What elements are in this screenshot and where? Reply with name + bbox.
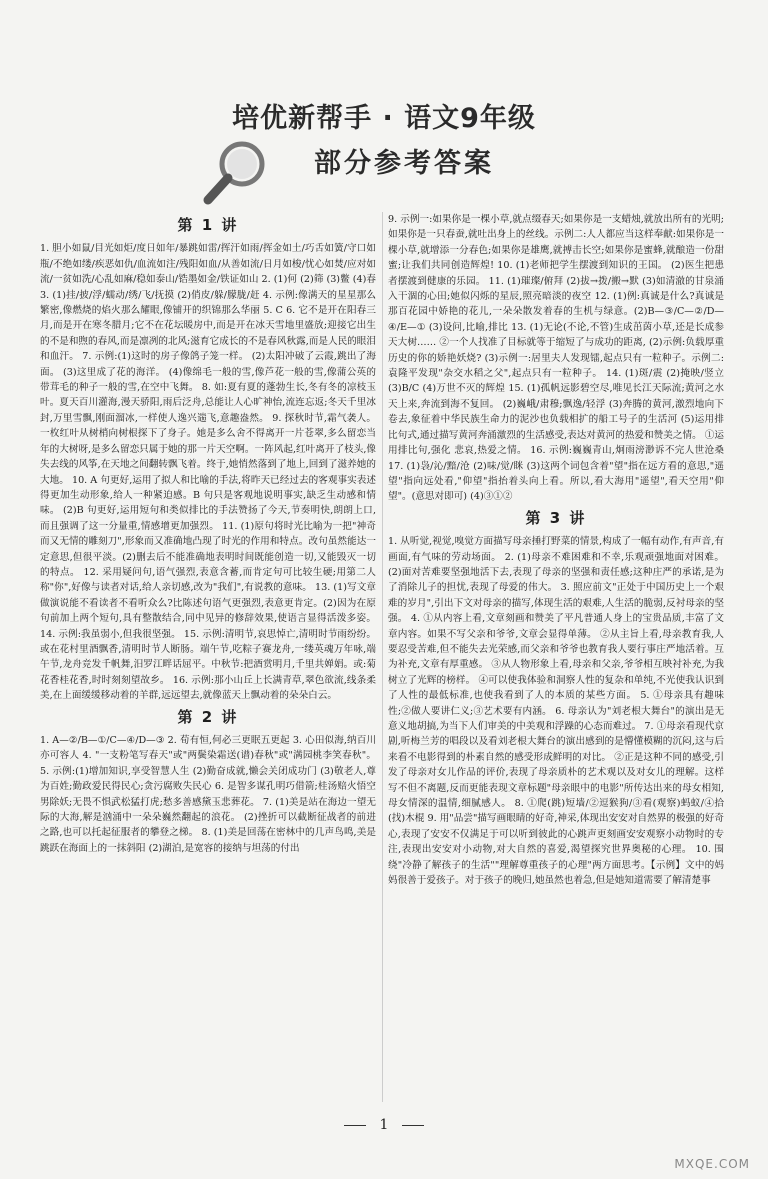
lecture-2-answers: 1. A—②/B—①/C—④/D—③ 2. 荀有恒,何必三更眠五更起 3. 心田似海,纳百川亦可容人 4. "一支粉笔写春天"或"两鬓染霜送(谱)春秋"或"满园桃李笑春秋"。 5. 示例:(1)增加知识,享受智慧人生 (2)勤奋成就,懒会关闭成功门 (3)敬老人,尊为百姓;勤政爱民得民心;贪污腐败失民心 6. 是智多谋孔明巧借箭;桂汤赔火悟空男除妖;无畏不惧武松猛打虎;愁多善感黛玉悲葬花。 7. (1)美是站在海边一望无际的大海,解是汹涌中一朵朵巍然翻起的浪花。 (2)挫折可以截断征战者的前进之路,也可以托起征服者的攀登之梯。 8. (1)美是回荡在密林中的几声鸟鸣,美是跳跃在海面上的一抹斜阳 (2)湖泊,是宽容的接纳与坦荡的付出 <box>40 735 376 854</box>
lecture-3-heading: 第 3 讲 <box>525 508 587 527</box>
page-title: 培优新帮手 · 语文9年级 <box>232 103 536 134</box>
page-number <box>0 1117 768 1133</box>
lecture-2-heading: 第 2 讲 <box>177 707 239 726</box>
right-column <box>388 212 724 1117</box>
lecture-1-heading: 第 1 讲 <box>177 216 239 234</box>
title-block <box>0 96 768 180</box>
left-column <box>40 212 376 1102</box>
magnifier-icon <box>196 134 276 214</box>
watermark: MXQE.COM <box>674 1157 750 1171</box>
lecture-2-answers-continued: 9. 示例一:如果你是一棵小草,就点缀春天;如果你是一支蜡烛,就放出所有的光明;如果你是一只春蚕,就吐出身上的丝线。示例二:人人都应当这样奉献:如果你是一棵小草,就增添一分春色;如果你是雄鹰,就搏击长空;如果你是蜜蜂,就酿造一份甜蜜;让我们共同创造辉煌! 10. (1)老师把学生摆渡到知识的王国。 (2)医生把患者摆渡到健康的乐园。 11. (1)璀璨/俯拜 (2)拔→拨/搬→默 (3)如清澈的甘泉涌入干涸的心田;她似闪烁的星辰,照亮暗淡的夜空 12. (1)例:真诚是什么?真诚是那百花园中娇艳的花儿,一朵朵散发着春的生机与绿意。(2)B—③/C—②/D—④/E—① (3)设问,比喻,排比 13. (1)无论(不论,不管)生成茁茵小草,还是长成参天大树…… ②一个人找准了目标就等于缩短了与成功的距离, (2)示例:负载厚重历史的你的娇艳妖烧? (3)示例一:居里夫人发现镭,起点只有一粒种子。示例二:袁隆平发现"杂交水稻之父",起点只有一粒种子。 14. (1)斑/震 (2)掩映/竖立 (3)B/C (4)万世不灭的辉煌 15. (1)孤帆远影碧空尽,唯见长江天际流;黄河之水天上来,奔流到海不复回。 (2)巍峨/肃穆;飘逸/轻浮 (3)奔腾的黄河,激烈地向下卷去,象征着中华民族生命力的泥沙也负载相扩的船工号子的生活河 (5)运用排比句式,通过描写黄河奔涌激烈的生活感受,表达对黄河的热爱和赞美之情。 ①运用排比句,强化 悲哀,热爱之情。 16. 示例:巍巍青山,炯雨滂渺诉不完人世沧桑 17. (1)袅/沁/黯/沧 (2)味/觉/眯 (3)这两个词包含着"望"指在远方看的意思,"遥望"指向远处看,"仰望"指抬着头向上看。所以,看大海用"遥望",看天空用"仰望"。(意思对即可) (4)③①② <box>388 214 724 503</box>
column-divider <box>382 212 383 1102</box>
lecture-1-answers: 1. 胆小如鼠/目光如炬/度日如年/暴跳如雷/挥汗如雨/挥金如土/巧舌如簧/守口如瓶/不绝如缕/疾恶如仇/血流如注/残阳如血/从善如流/日月如梭/忧心如焚/应对如流/一贫如洗/心乱如麻/稳如泰山/锆墨如金/铁证如山 2. (1)何 (2)筛 (3)鳖 (4)春 3. (1)挂/披/浮/蠕动/绣/飞/抚摸 (2)俏皮/躲/朦胧/赶 4. 示例:像满天的星星那么繁密,像燃烧的焰火那么耀眼,像铺开的织锦那么华丽 5. C 6. 它不是开在阳春三月,而是开在寒冬腊月;它不在花坛暖房中,而是开在冰天雪地里盛放;迎接它出生的不是和煦的春风,而是凛冽的北风;滋育它成长的不是春风秋露,而是人民的眼泪和血汗。 7. 示例:(1)这时的房子像鸽子笼一样。 (2)太阳冲破了云霞,跳出了海面。 (3)这里成了花的海洋。 (4)像绵毛一般的雪,像芦花一般的雪,像蒲公英的带茸毛的种子一般的雪,在空中飞舞。 8. 如:夏有夏的蓬勃生长,冬有冬的凉枝玉叶。夏天百川灌海,漫天骄阳,雨后泛舟,总能让人心旷神怡,流连忘返;冬天千里冰封,万里雪飘,刚面溜冰,一样使人逸兴遄飞,意趣盎然。 9. 探秋时节,霜气袭人。一枚红叶从树梢向树根探下了身子。她是多么舍不得离开一片苍翠,多么留恋当年的大树呀,是多么留恋只属于她的那一片天空啊。一阵风起,红叶离开了枝头,像失去线的风筝,在天地之间翻转飘飞着。终于,她悄然落到了地上,回到了滋养她的大地。 10. A 句更好,运用了拟人和比喻的手法,将昨天已经过去的客观事实表述得更加生动形象,给人一种紧迫感。B 句只是客观地说明事实,缺乏生动感和情味。 (2)B 句更好,运用短句和类似排比的手法赞扬了今天,节奏明快,朗朗上口,而且强调了这一分量重,情感增更加强烈。 11. (1)原句将时光比喻为一把"神奇而又无情的雕刻刀",形象而又准确地凸现了时光的作用和特点。改句虽然能达一定意思,但很平淡。(2)删去后不能准确地表明时间既能创造一切,又能毁灭一切的特点。 12. 采用疑问句,语气强烈,表意含蓄,而肯定句可比较生硬;用第二人称"你",好像与读者对话,给人亲切感,改为"我们",有说教的意味。 13. (1)写文章做演说能不看读者不看听众么?比陈述句语气更强烈,表意更肯定。(2)因为在原句前加上两个短句,具有整散结合,同中见异的修辞效果,使语言显得活泼多姿。 14. 示例:我虽弱小,但我很坚强。 15. 示例:清明节,哀思悼亡,清明时节雨纷纷。或在花村里酒飘香,清明时节人断肠。端午节,吃粽子赛龙舟,一缕英魂万年咏,端午节,龙舟竞发千帆舞,汨罗江畔话屈平。中秋节:把酒赏明月,千里共婵娟。或:菊花香桂花香,时时刻刻望故乡。 16. 示例:那小山丘上长满青草,翠色欲流,线条柔美,在上面缓缓移动着的羊群,远远望去,就像蓝天上飘动着的朵朵白云。 <box>40 243 376 702</box>
lecture-3-answers: 1. 从听觉,视觉,嗅觉方面描写母亲捶打野菜的情景,构成了一幅有动作,有声音,有画面,有气味的劳动场面。 2. (1)母亲不难困难和不幸,乐观顽强地面对困难。 (2)面对苦难要坚强地活下去,表现了母亲的坚强和责任感;这种庄严的承诺,是为了消除儿子的担忧,表现了母爱的伟大。 3. 照应前文"正处于中国历史上一个艰难的岁月",引出下文对母亲的描写,体现生活的艰难,人生活的脆弱,反衬母亲的坚强。 4. ①从内容上看,文章刻画和赞美了平凡普通人身上的宝贵品质,丰富了文章内容。如果不写父亲和爷爷,文章会显得单薄。 ②从主旨上看,母亲教育我,人要忍受苦难,但不能失去光荣感,而父亲和爷爷也教育我人要行事庄严地活着。互为补充,文章有厚重感。 ③从人物形象上看,母亲和父亲,爷爷相互映衬补充,为我树立了光辉的榜样。 ④可以使我体验和洞察人性的复杂和单纯,不光使我认识到了人性的最低标准,也使我看到了人的本质的某些方面。 5. ①母亲具有趣味性;②做人要讲仁义;③艺术要有内涵。 6. 母亲认为"刘老根大舞台"的演出是无意义地胡搞,为当下人们审美的中美观和浮躁的心态而难过。 7. ①母亲看现代京剧,听梅兰芳的唱段以及看刘老根大舞台的演出感到的是懵懂模糊的沉闷,这与后来看不电影得到的朴素自然的感受形成鲜明的对比。 ②正是这种不同的感受,引发了母亲对女儿作品的评价,表现了母亲质朴的艺术观以及对女儿的理解。这样写不但不离题,反而更能表现文章标题"母亲眼中的电影"所传达出来的母女相知,母女情深的温情,细腻感人。 8. ①爬(跳)短墙/②逗猴狗/③看(观察)蚂蚁/④拾(找)木棍 9. 用"品尝"描写画眼睛的好奇,神采,体现出安安对自然界的极强的好奇心,表现了安安不仅满足于可以听到彼此的心跳声更刻画安安观察小动物时的专注,表现出安安对小动物,对大自然的喜爱,渴望探究世界奥秘的心理。 10. 围绕"冷静了解孩子的生活""理解尊重孩子的心理"两方面思考。【示例】文中的妈妈很善于爱孩子。对于孩子的晚归,她虽然也着急,但是她知道需要了解清楚事 <box>388 536 724 887</box>
page-number-value: 1 <box>379 1117 389 1133</box>
page-subtitle: 部分参考答案 <box>314 148 494 179</box>
